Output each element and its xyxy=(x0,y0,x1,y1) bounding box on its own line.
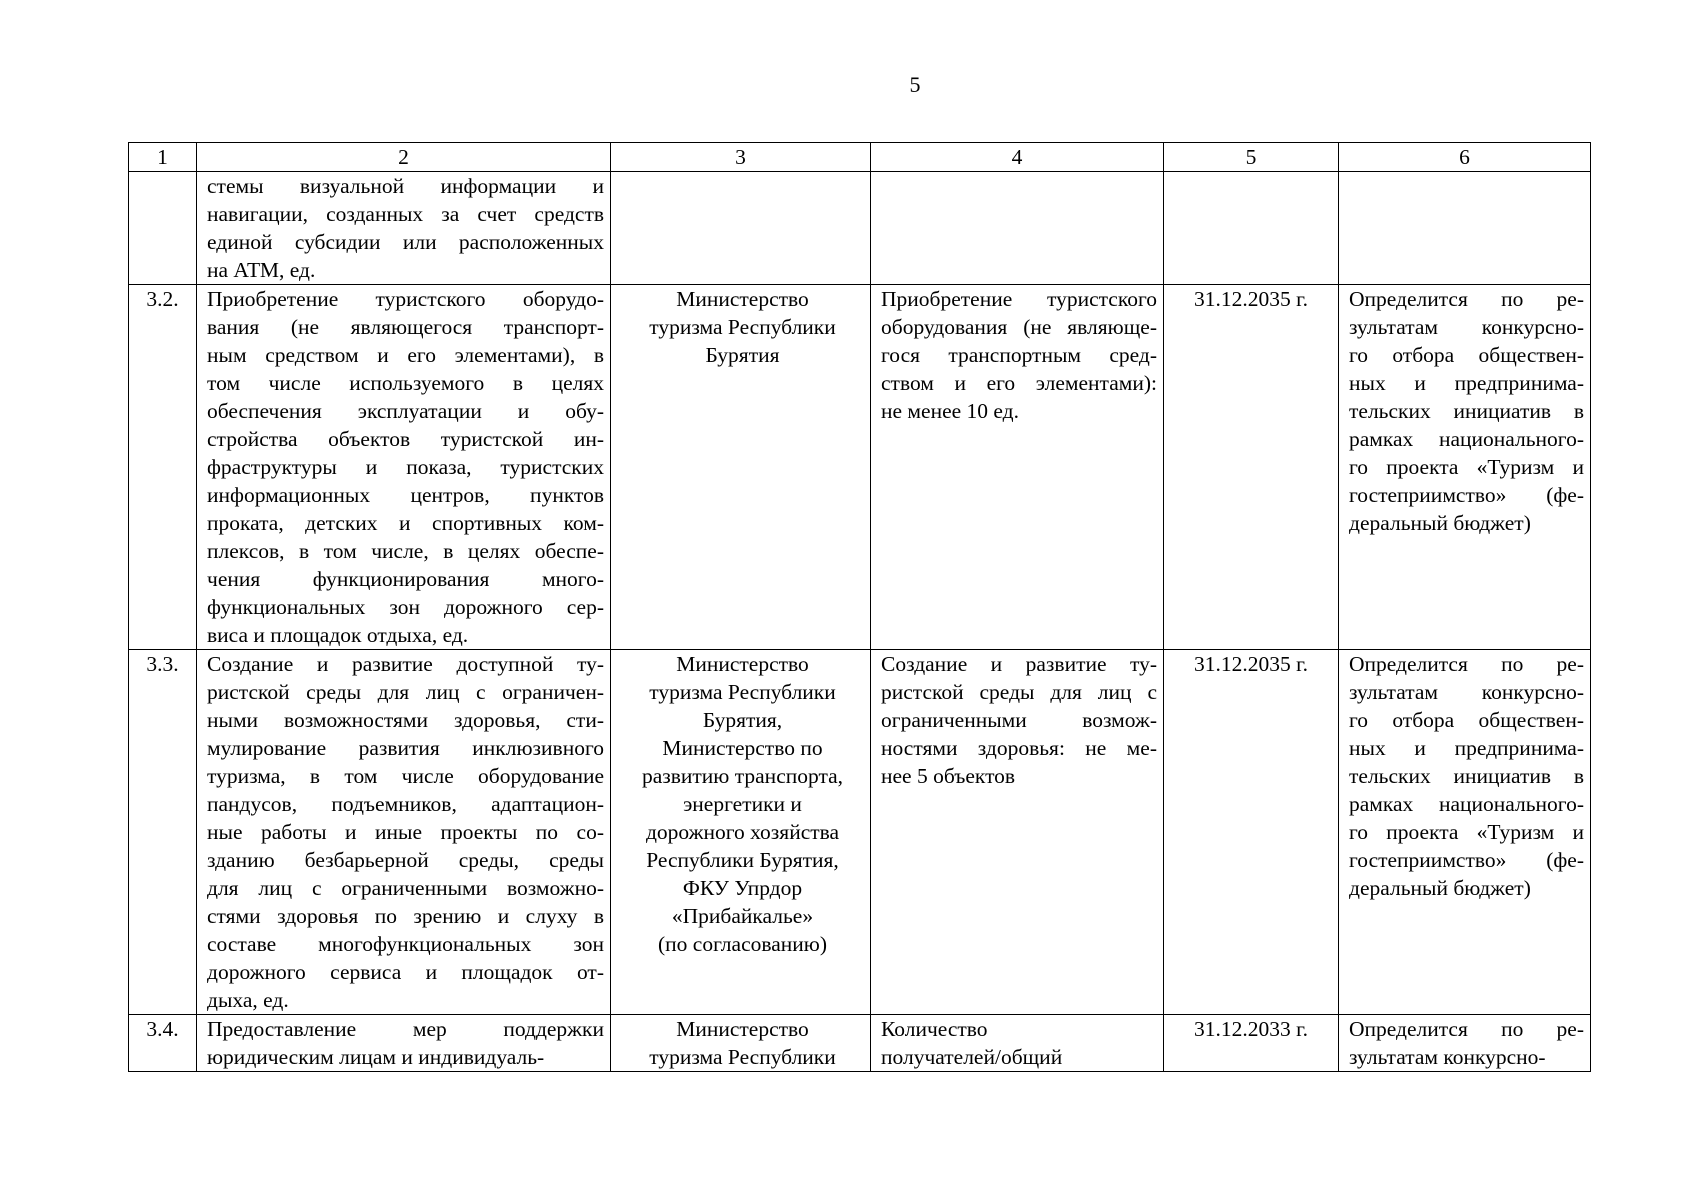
description-line: виса и площадок отдыха, ед. xyxy=(207,623,469,647)
result-line: получателей/общий xyxy=(881,1045,1063,1069)
result-line: ством и его элементами): xyxy=(881,371,1157,395)
description-line: на АТМ, ед. xyxy=(207,258,316,282)
description-line: пандусов, подъемников, адаптацион- xyxy=(207,792,604,816)
responsible-line: Министерство xyxy=(676,1017,809,1041)
table-row xyxy=(129,285,1591,650)
result-line: ограниченными возмож- xyxy=(881,708,1157,732)
result-line: нее 5 объектов xyxy=(881,764,1016,788)
funding-line: зультатам конкурсно- xyxy=(1349,315,1584,339)
measure-description xyxy=(197,172,611,285)
expected-result xyxy=(871,1015,1164,1072)
result-line: оборудования (не являюще- xyxy=(881,315,1157,339)
deadline: 31.12.2035 г. xyxy=(1164,650,1339,1015)
funding-source xyxy=(1339,1015,1591,1072)
funding-line: Определится по ре- xyxy=(1349,652,1584,676)
row-number: 3.4. xyxy=(129,1015,197,1072)
description-line: навигации, созданных за счет средств xyxy=(207,202,604,226)
funding-line: тельских инициатив в xyxy=(1349,399,1584,423)
result-line: гося транспортным сред- xyxy=(881,343,1157,367)
description-line: Создание и развитие доступной ту- xyxy=(207,652,604,676)
description-line: функциональных зон дорожного сер- xyxy=(207,595,604,619)
result-line: Количество xyxy=(881,1017,988,1041)
funding-line: гостеприимство» (фе- xyxy=(1349,848,1584,872)
responsible-line: туризма Республики xyxy=(649,315,836,339)
responsible-line: туризма Республики xyxy=(649,1045,836,1069)
page-number: 5 xyxy=(909,72,921,97)
responsible-line: Бурятия, xyxy=(702,708,783,732)
responsible-line: (по согласованию) xyxy=(657,932,828,956)
description-line: дыха, ед. xyxy=(207,988,289,1012)
description-line: мулирование развития инклюзивного xyxy=(207,736,604,760)
measure-description xyxy=(197,285,611,650)
result-line: ристской среды для лиц с xyxy=(881,680,1157,704)
funding-line: Определится по ре- xyxy=(1349,1017,1584,1041)
description-line: обеспечения эксплуатации и обу- xyxy=(207,399,604,423)
column-number-row xyxy=(129,143,1591,172)
row-number xyxy=(129,172,197,285)
description-line: Предоставление мер поддержки xyxy=(207,1017,604,1041)
result-line: Приобретение туристского xyxy=(881,287,1157,311)
funding-line: рамках национального- xyxy=(1349,792,1584,816)
funding-line: го отбора обществен- xyxy=(1349,343,1584,367)
table-row xyxy=(129,172,1591,285)
deadline xyxy=(1164,172,1339,285)
funding-source xyxy=(1339,650,1591,1015)
responsible-line: Министерство xyxy=(676,652,809,676)
measure-description xyxy=(197,1015,611,1072)
responsible-line: Республики Бурятия, xyxy=(646,848,839,872)
description-line: туризма, в том числе оборудование xyxy=(207,764,604,788)
description-line: юридическим лицам и индивидуаль- xyxy=(207,1045,545,1069)
description-line: Приобретение туристского оборудо- xyxy=(207,287,604,311)
description-line: стемы визуальной информации и xyxy=(207,174,604,198)
description-line: том числе используемого в целях xyxy=(207,371,604,395)
table-row xyxy=(129,1015,1591,1072)
responsible-executor xyxy=(611,285,871,650)
funding-source xyxy=(1339,285,1591,650)
description-line: ным средством и его элементами), в xyxy=(207,343,604,367)
description-line: составе многофункциональных зон xyxy=(207,932,604,956)
funding-line: зультатам конкурсно- xyxy=(1349,680,1584,704)
responsible-line: Министерство xyxy=(676,287,809,311)
column-number: 3 xyxy=(611,143,871,172)
table-row xyxy=(129,650,1591,1015)
responsible-line: дорожного хозяйства xyxy=(645,820,840,844)
description-line: единой субсидии или расположенных xyxy=(207,230,604,254)
responsible-executor xyxy=(611,650,871,1015)
row-number: 3.3. xyxy=(129,650,197,1015)
description-line: фраструктуры и показа, туристских xyxy=(207,455,604,479)
description-line: вания (не являющегося транспорт- xyxy=(207,315,604,339)
funding-line: го отбора обществен- xyxy=(1349,708,1584,732)
funding-line: ных и предпринима- xyxy=(1349,371,1584,395)
funding-line: ных и предпринима- xyxy=(1349,736,1584,760)
responsible-line: «Прибайкалье» xyxy=(671,904,814,928)
responsible-executor xyxy=(611,1015,871,1072)
funding-line: гостеприимство» (фе- xyxy=(1349,483,1584,507)
column-number: 5 xyxy=(1164,143,1339,172)
responsible-executor xyxy=(611,172,871,285)
funding-source xyxy=(1339,172,1591,285)
description-line: проката, детских и спортивных ком- xyxy=(207,511,604,535)
deadline: 31.12.2033 г. xyxy=(1164,1015,1339,1072)
result-line: ностями здоровья: не ме- xyxy=(881,736,1157,760)
responsible-line: туризма Республики xyxy=(649,680,836,704)
description-line: стройства объектов туристской ин- xyxy=(207,427,604,451)
responsible-line: ФКУ Упрдор xyxy=(682,876,803,900)
funding-line: тельских инициатив в xyxy=(1349,764,1584,788)
deadline: 31.12.2035 г. xyxy=(1164,285,1339,650)
description-line: зданию безбарьерной среды, среды xyxy=(207,848,604,872)
row-number: 3.2. xyxy=(129,285,197,650)
funding-line: Определится по ре- xyxy=(1349,287,1584,311)
column-number: 6 xyxy=(1339,143,1591,172)
description-line: дорожного сервиса и площадок от- xyxy=(207,960,604,984)
description-line: ные работы и иные проекты по со- xyxy=(207,820,604,844)
result-line: не менее 10 ед. xyxy=(881,399,1019,423)
description-line: плексов, в том числе, в целях обеспе- xyxy=(207,539,604,563)
description-line: стями здоровья по зрению и слуху в xyxy=(207,904,604,928)
responsible-line: Бурятия xyxy=(705,343,780,367)
description-line: ными возможностями здоровья, сти- xyxy=(207,708,604,732)
funding-line: го проекта «Туризм и xyxy=(1349,455,1584,479)
expected-result xyxy=(871,285,1164,650)
responsible-line: развитию транспорта, xyxy=(641,764,844,788)
funding-line: деральный бюджет) xyxy=(1349,876,1531,900)
funding-line: зультатам конкурсно- xyxy=(1349,1045,1546,1069)
funding-line: рамках национального- xyxy=(1349,427,1584,451)
measure-description xyxy=(197,650,611,1015)
funding-line: деральный бюджет) xyxy=(1349,511,1531,535)
responsible-line: энергетики и xyxy=(683,792,802,816)
description-line: чения функционирования много- xyxy=(207,567,604,591)
responsible-line: Министерство по xyxy=(662,736,823,760)
description-line: для лиц с ограниченными возможно- xyxy=(207,876,604,900)
description-line: информационных центров, пунктов xyxy=(207,483,604,507)
funding-line: го проекта «Туризм и xyxy=(1349,820,1584,844)
expected-result xyxy=(871,172,1164,285)
expected-result xyxy=(871,650,1164,1015)
result-line: Создание и развитие ту- xyxy=(881,652,1157,676)
column-number: 4 xyxy=(871,143,1164,172)
measures-table xyxy=(128,142,1591,1072)
description-line: ристской среды для лиц с ограничен- xyxy=(207,680,604,704)
column-number: 1 xyxy=(129,143,197,172)
column-number: 2 xyxy=(197,143,611,172)
